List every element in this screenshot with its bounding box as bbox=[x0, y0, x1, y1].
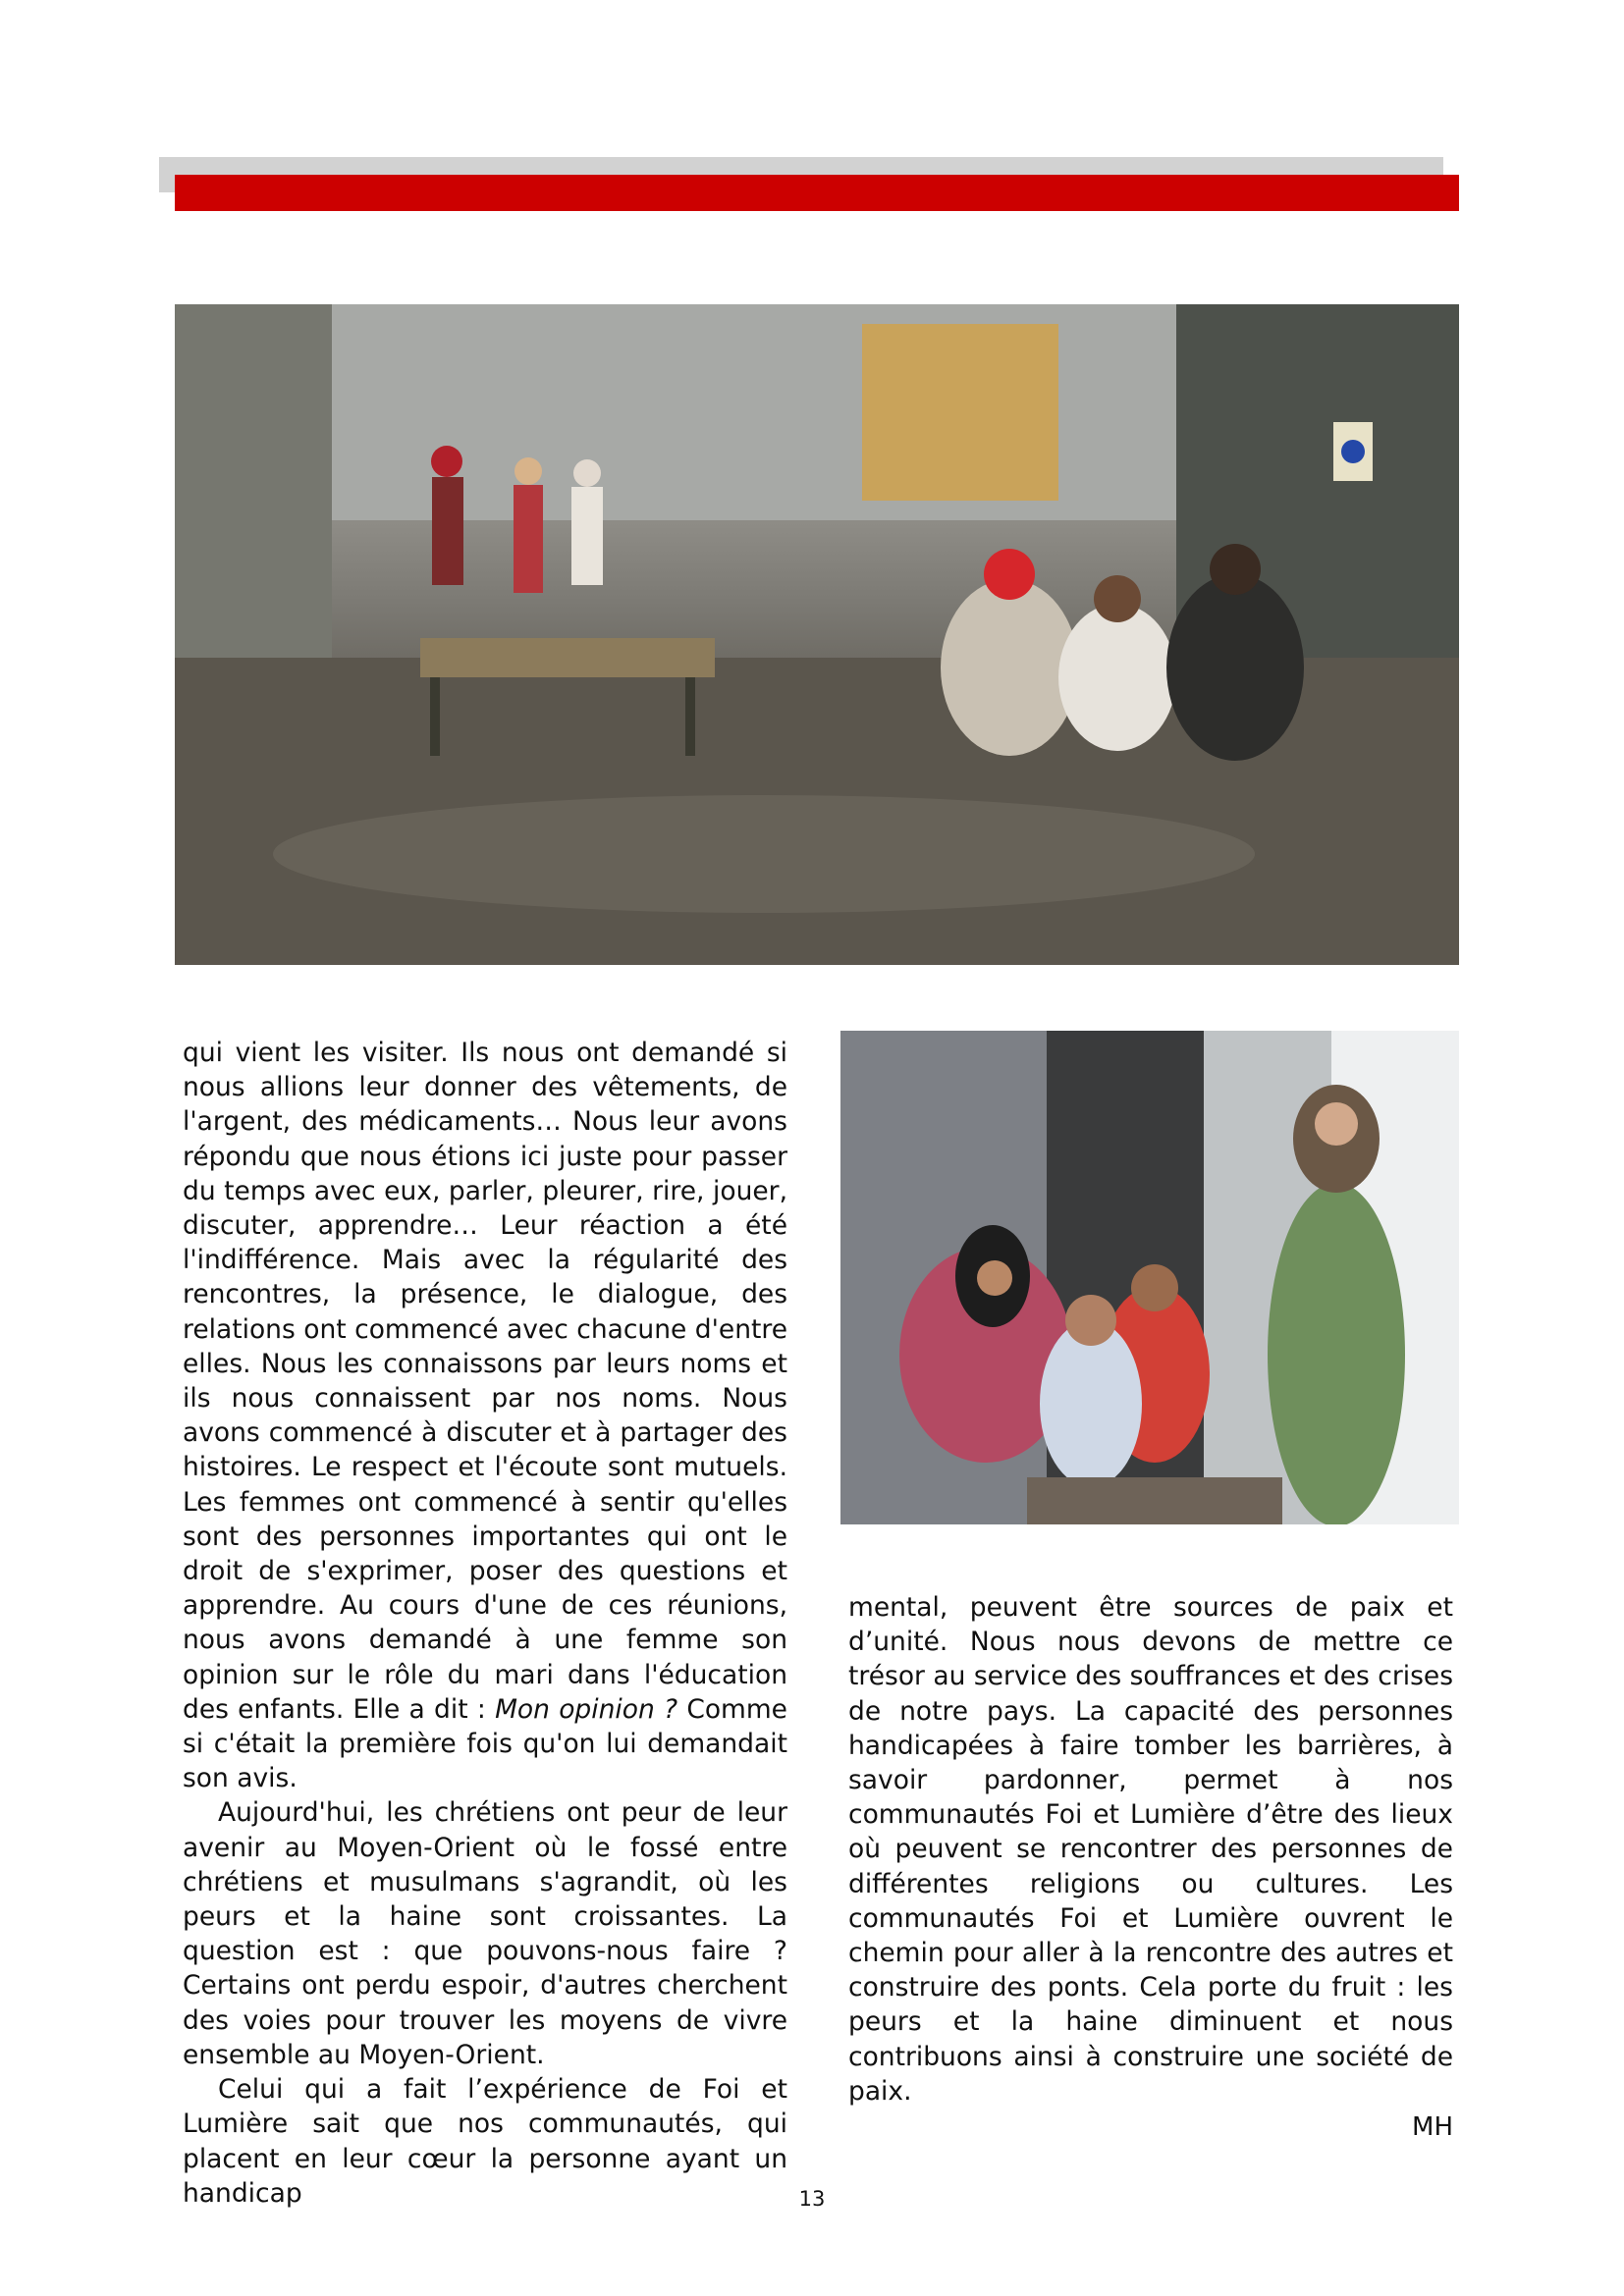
author-signature: MH bbox=[1412, 2112, 1453, 2142]
header-band-red bbox=[175, 175, 1459, 211]
paragraph-women-meetings bbox=[183, 1036, 787, 1795]
refugee-camp-illustration bbox=[175, 304, 1459, 965]
paragraph-peace-unity: mental, peuvent être sources de paix et d’unité. Nous nous devons de mettre ce trésor au service des souffrances et des crises de notre pays. La capacité des personnes handicapées à faire tomber les barrières, à savoir pardonner, permet à nos communautés Foi et Lumière d’être des lieux où peuvent se rencontrer des personnes de différentes religions ou cultures. Les communautés Foi et Lumière ouvrent le chemin pour aller à la rencontre des autres et construire des ponts. Cela porte du fruit : les peurs et la haine diminuent et nous contribuons ainsi à construire une société de paix. bbox=[848, 1592, 1453, 2107]
paragraph-women-meetings-text: qui vient les visiter. Ils nous ont demandé si nous allions leur donner des vêtements, de l'argent, des médicaments… Nous leur avons répondu que nous étions ici juste pour passer du temps avec eux, parler, pleurer, rire, jouer, discuter, apprendre… Leur réaction a été l'indifférence. Mais avec la régularité des rencontres, la présence, le dialogue, des relations ont commencé avec chacune d'entre elles. Nous les connaissons par leurs noms et ils nous connaissent par nos noms. Nous avons commencé à discuter et à partager des histoires. Le respect et l'écoute sont mutuels. Les femmes ont commencé à sentir qu'elles sont des personnes importantes qui ont le droit de s'exprimer, poser des questions et apprendre. Au cours d'une de ces réunions, nous avons demandé à une femme son opinion sur le rôle du mari dans l'éducation des enfants. Elle a dit : bbox=[183, 1038, 787, 1725]
article-column-right bbox=[848, 1590, 1453, 2109]
page-number: 13 bbox=[798, 2187, 826, 2211]
quote-mon-opinion: Mon opinion ? bbox=[495, 1693, 678, 1725]
paragraph-christians-fear: Aujourd'hui, les chrétiens ont peur de leur avenir au Moyen-Orient où le fossé entre chrétiens et musulmans s'agrandit, où les peurs et la haine sont croissantes. La question est : que pouvons-nous faire ? Certains ont perdu espoir, d'autres cherchent des voies pour trouver les moyens de vivre ensemble au Moyen-Orient. bbox=[183, 1797, 787, 2070]
family-doorway-photo bbox=[840, 1031, 1459, 1524]
paragraph-foi-et-lumiere: Celui qui a fait l’expérience de Foi et Lumière sait que nos communautés, qui placent en leur cœur la personne ayant un handicap bbox=[183, 2074, 787, 2209]
article-column-left bbox=[183, 1036, 787, 2211]
family-doorway-illustration bbox=[840, 1031, 1459, 1524]
refugee-camp-photo bbox=[175, 304, 1459, 965]
paragraph-women-meetings-end: Comme si c'était la première fois qu'on lui demandait son avis. bbox=[183, 1693, 787, 1794]
